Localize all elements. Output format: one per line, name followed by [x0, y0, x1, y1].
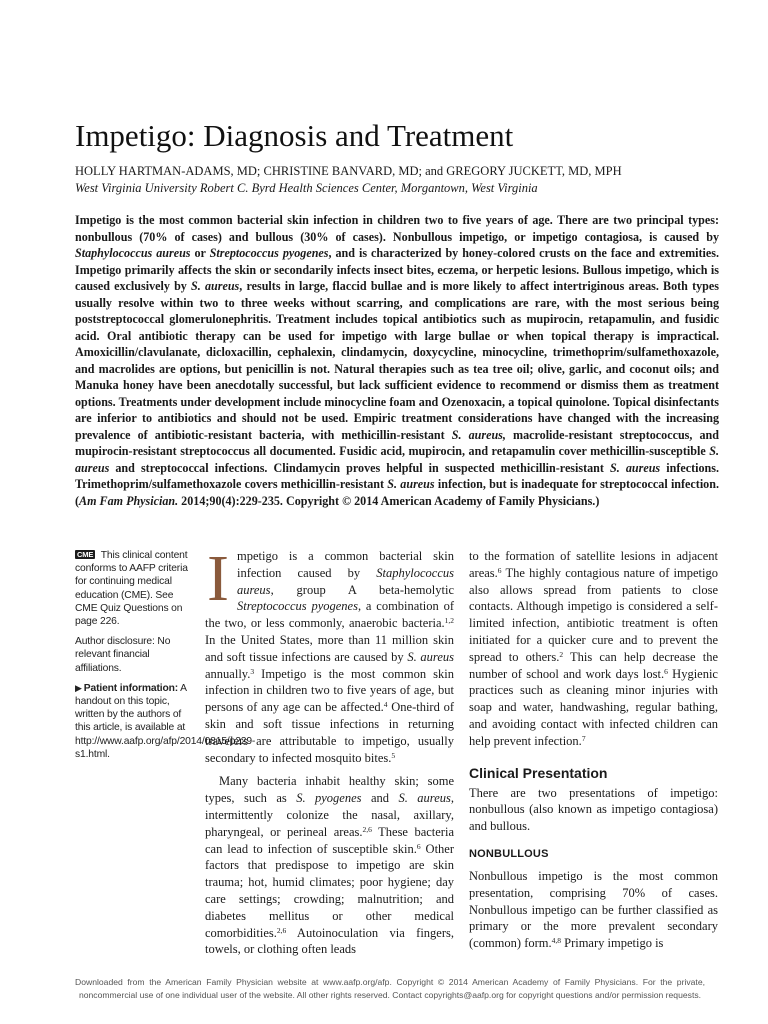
- patient-info-link[interactable]: A handout on this topic, written by the authors of this article, is available at http://www.aafp.org/afp/2014/0815/p229-s1.html.: [75, 682, 256, 760]
- spread-paragraph: to the formation of satellite lesions in adjacent areas.$^6$ The highly contagious nature of impetigo also allows spread from patients to close contacts. Although impetigo is considered a self-limited infection, antibiotic treatment is often initiated for a quicker cure and to prevent the spread to others.$^2$ This can help decrease the number of school and work days lost.$^6$ Hygienic practices such as cleaning minor injuries with soap and water, handwashing, regular bathing, and avoiding contact with infected children can help prevent infection.$^7$: [469, 549, 718, 748]
- body-column-1: [205, 542, 455, 958]
- cme-note: CME This clinical content conforms to AAFP criteria for continuing medical education (CME). See CME Quiz Questions on page 226.: [75, 550, 188, 628]
- sidebar: [75, 549, 256, 768]
- subheading-nonbullous: NONBULLOUS: [469, 847, 549, 860]
- bacteria-paragraph: Many bacteria inhabit healthy skin; some types, such as S. pyogenes and S. aureus, intermittently colonize the nasal, axillary, pharyngeal, or perineal areas.$^{2,6}$ These bacteria can lead to infection of susceptible skin.$^6$ Other factors that predispose to impetigo are skin trauma; hot, humid climates; poor hygiene; day care settings; crowding; malnutrition; and diabetes mellitus or other medical comorbidities.$^{2,6}$ Autoinoculation via fingers, towels, or clothing often leads: [205, 774, 455, 957]
- abstract: Impetigo is the most common bacterial skin infection in children two to five years of age. There are two principal types: nonbullous (70% of cases) and bullous (30% of cases). Nonbullous impetigo, or impetigo contagiosa, is caused by Staphylococcus aureus or Streptococcus pyogenes, and is characterized by honey-colored crusts on the face and extremities. Impetigo primarily affects the skin or secondarily infects insect bites, eczema, or herpetic lesions. Bullous impetigo, which is caused exclusively by S. aureus, results in large, flaccid bullae and is more likely to affect intertriginous areas. Both types usually resolve within two to three weeks without scarring, and complications are rare, with the most serious being poststreptococcal glomerulonephritis. Treatment includes topical antibiotics such as mupirocin, retapamulin, and fusidic acid. Oral antibiotic therapy can be used for impetigo with large bullae or when topical therapy is impractical. Amoxicillin/clavulanate, dicloxacillin, cephalexin, clindamycin, doxycycline, minocycline, trimethoprim/sulfamethoxazole, and macrolides are options, but penicillin is not. Natural therapies such as tea tree oil; olive, garlic, and coconut oils; and Manuka honey have been anecdotally successful, but lack sufficient evidence to recommend or dismiss them as treatment options. Treatments under development include minocycline foam and Ozenoxacin, a topical quinolone. Topical disinfectants are inferior to antibiotics and should not be used. Empiric treatment considerations have changed with the increasing prevalence of antibiotic-resistant bacteria, with methicillin-resistant S. aureus, macrolide-resistant streptococcus, and mupirocin-resistant streptococcus all documented. Fusidic acid, mupirocin, and retapamulin cover methicillin-susceptible S. aureus and streptococcal infections. Clindamycin proves helpful in suspected methicillin-resistant S. aureus infections. Trimethoprim/sulfamethoxazole covers methicillin-resistant S. aureus infection, but is inadequate for streptococcal infection. (Am Fam Physician. 2014;90(4):229-235. Copyright © 2014 American Academy of Family Physicians.): [75, 213, 719, 508]
- nonbullous-paragraph: Nonbullous impetigo is the most common presentation, comprising 70% of cases. Nonbullous impetigo can be further classified as primary or the more prevalent secondary (common) form.$^{4,8}$ Primary impetigo is: [469, 868, 718, 951]
- patient-information: ▶ Patient information: A handout on this topic, written by the authors of this article, is available at http://www.aafp.org/afp/2014/0815/p229-s1.html.: [75, 682, 256, 760]
- section-heading-clinical-presentation: Clinical Presentation: [469, 764, 608, 781]
- article-authors: HOLLY HARTMAN-ADAMS, MD; CHRISTINE BANVARD, MD; and GREGORY JUCKETT, MD, MPH: [75, 164, 622, 178]
- author-disclosure: Author disclosure: No relevant financial affiliations.: [75, 636, 171, 674]
- copyright-footer: Downloaded from the American Family Physician website at www.aafp.org/afp. Copyright © 2014 American Academy of Family Physicians. For the private, noncommercial use of one individual user of the website. All other rights reserved. Contact copyrights@aafp.org for copyright questions and/or permission requests.: [75, 977, 705, 1000]
- presentation-paragraph: There are two presentations of impetigo: nonbullous (also known as impetigo contagiosa) and bullous.: [469, 785, 718, 834]
- cme-badge: CME: [77, 550, 94, 559]
- article-affiliation: West Virginia University Robert C. Byrd Health Sciences Center, Morgantown, West Virginia: [75, 181, 538, 195]
- intro-paragraph: Impetigo is a common bacterial skin infection caused by Staphylococcus aureus, group A beta-hemolytic Streptococcus pyogenes, a combination of the two, or less commonly, anaerobic bacteria.$^{1,2}$ In the United States, more than 11 million skin and soft tissue infections are caused by S. aureus annually.$^3$ Impetigo is the most common skin infection in children two to five years of age, but persons of any age can be affected.$^4$ One-third of skin and soft tissue infections in returning travelers are attributable to impetigo, usually secondary to infected mosquito bites.$^5$: [205, 542, 454, 765]
- arrow-right-icon: ▶: [75, 682, 82, 693]
- article-title: Impetigo: Diagnosis and Treatment: [75, 118, 514, 153]
- drop-cap: I: [207, 542, 229, 615]
- body-column-2: [469, 548, 718, 952]
